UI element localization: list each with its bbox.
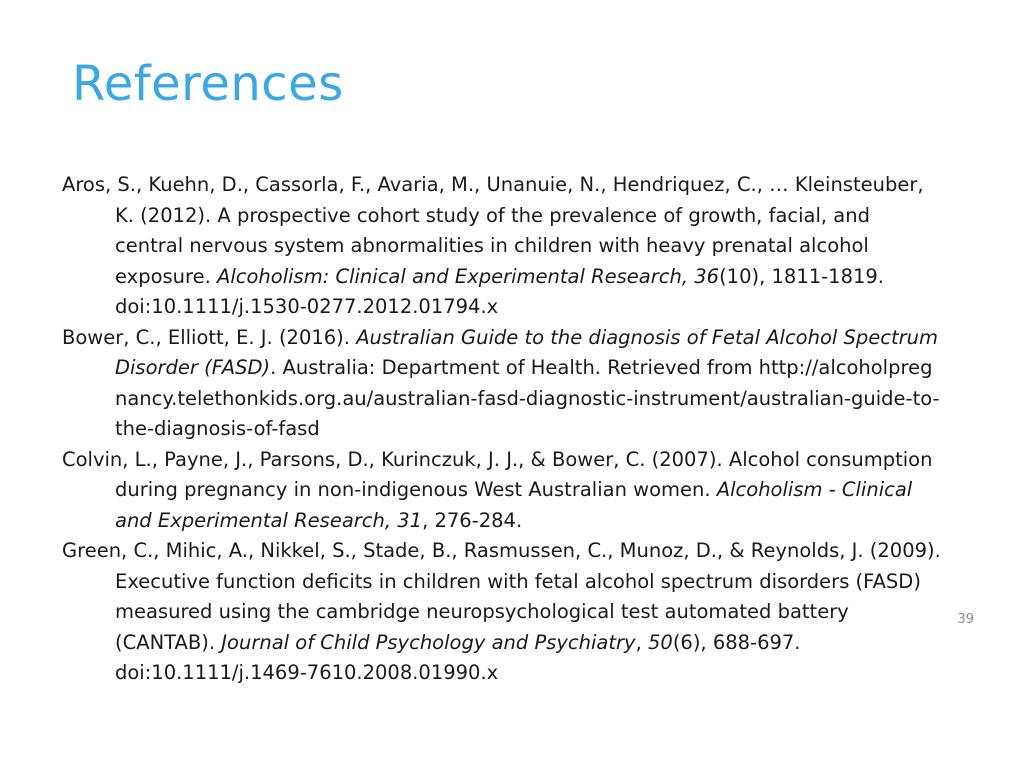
reference-text: Aros, S., Kuehn, D., Cassorla, F., Avaria, M., Unanuie, N., Hendriquez, C., … Kleinsteuber, K. (2012). A prospective cohort study of the prevalence of growth, facial, and central nervous system abnormalities in children with heavy prenatal alcohol exposure. bbox=[62, 173, 924, 288]
reference-separator: , bbox=[635, 630, 648, 654]
reference-url[interactable]: http://alcoholpregnancy.telethonkids.org.au/australian-fasd-diagnostic-instrument/australian-guide-to-the-diagnosis-of-fasd bbox=[115, 356, 940, 440]
reference-journal: Journal of Child Psychology and Psychiatry bbox=[221, 630, 636, 654]
reference-item-colvin bbox=[62, 445, 942, 537]
reference-journal: Alcoholism - Clinical and Experimental Research, 31 bbox=[115, 478, 913, 532]
reference-item-aros bbox=[62, 170, 942, 323]
reference-rest: (6), 688-697. doi:10.1111/j.1469-7610.2008.01990.x bbox=[115, 630, 801, 684]
reference-issue: (10), 1811-1819. doi:10.1111/j.1530-0277.2012.01794.x bbox=[115, 264, 884, 318]
reference-rest: , 276-284. bbox=[422, 508, 523, 532]
reference-list bbox=[62, 170, 942, 689]
reference-text: Colvin, L., Payne, J., Parsons, D., Kurinczuk, J. J., & Bower, C. (2007). Alcohol consumption during pregnancy in non-indigenous West Australian women. bbox=[62, 447, 933, 501]
slide-number: 39 bbox=[957, 612, 974, 627]
reference-title: Australian Guide to the diagnosis of Fetal Alcohol Spectrum Disorder (FASD) bbox=[115, 325, 939, 379]
reference-volume: 50 bbox=[647, 630, 673, 654]
reference-item-bower bbox=[62, 323, 942, 445]
reference-rest: . Australia: Department of Health. Retrieved from bbox=[270, 356, 759, 379]
slide-title: References bbox=[72, 56, 344, 112]
reference-journal: Alcoholism: Clinical and Experimental Research, 36 bbox=[217, 264, 720, 288]
reference-text: Bower, C., Elliott, E. J. (2016). bbox=[62, 325, 357, 349]
reference-item-green bbox=[62, 536, 942, 689]
reference-text: Green, C., Mihic, A., Nikkel, S., Stade, B., Rasmussen, C., Munoz, D., & Reynolds, J. (2009). Executive function deficits in children with fetal alcohol spectrum disorders (FASD) measured using the cambridge neuropsychological test automated battery (CANTAB). bbox=[62, 539, 941, 654]
